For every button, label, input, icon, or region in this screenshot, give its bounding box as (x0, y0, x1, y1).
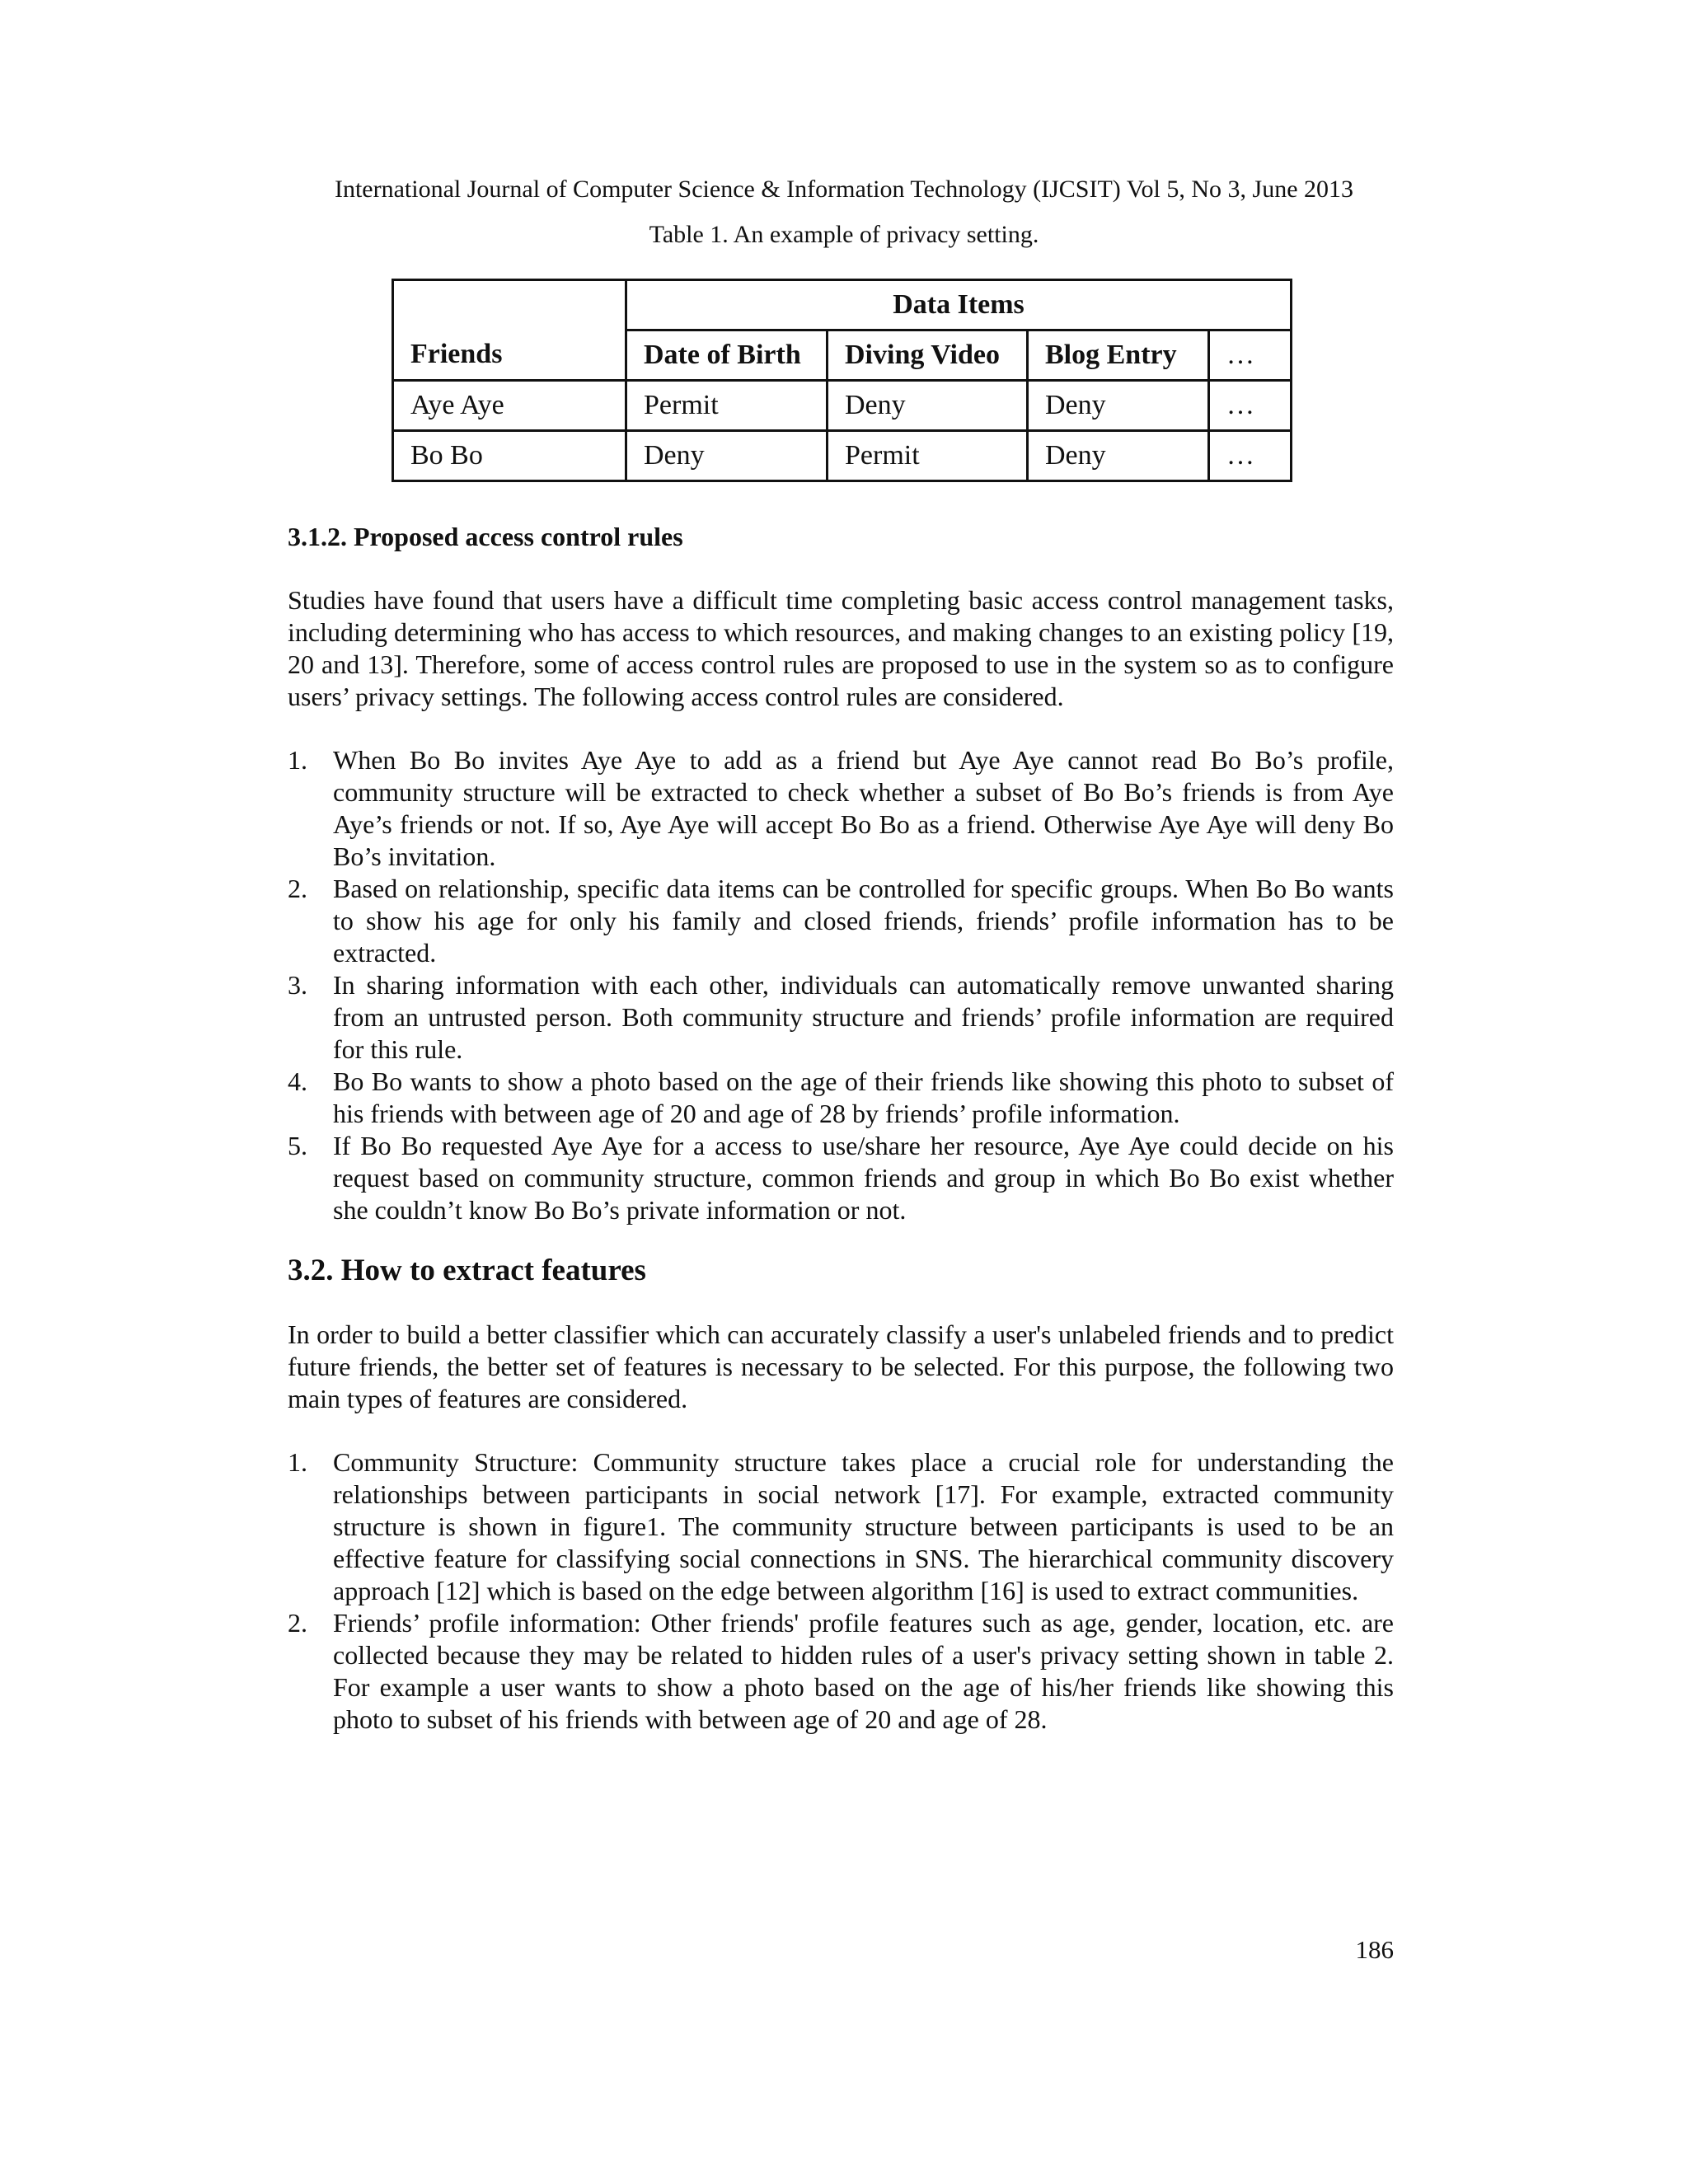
list-text: In sharing information with each other, individuals can automatically remove unwanted sharing from an untrusted person. Both community structure and friends’ profile information are required for this rule. (333, 970, 1394, 1064)
table-header-blog-entry: Blog Entry (1028, 330, 1209, 381)
list-number: 4. (288, 1066, 307, 1096)
table-cell: Permit (626, 381, 828, 431)
list-number: 5. (288, 1131, 307, 1160)
list-item (288, 873, 1394, 969)
list-item (288, 1607, 1394, 1736)
list-text: Based on relationship, specific data items can be controlled for specific groups. When Bo Bo wants to show his age for only his family and closed friends, friends’ profile information has to be extracted. (333, 874, 1394, 968)
list-item (288, 969, 1394, 1066)
table-cell: Bo Bo (393, 431, 626, 481)
list-number: 2. (288, 874, 307, 903)
table-cell: … (1209, 381, 1292, 431)
list-text: Community Structure: Community structure takes place a crucial role for understanding the relationships between participants in social network [17]. For example, extracted community structure is shown in figure1. The community structure between participants is used to be an effective feature for classifying social connections in SNS. The hierarchical community discovery approach [12] which is based on the edge between algorithm [16] is used to extract communities. (333, 1447, 1394, 1605)
table-group-header: Data Items (626, 280, 1292, 330)
list-number: 3. (288, 970, 307, 1000)
table-cell: … (1209, 431, 1292, 481)
list-text: If Bo Bo requested Aye Aye for a access to use/share her resource, Aye Aye could decide on his request based on community structure, common friends and group in which Bo Bo exist whether she couldn’t know Bo Bo’s private information or not. (333, 1131, 1394, 1225)
list-number: 1. (288, 745, 307, 775)
list-text: When Bo Bo invites Aye Aye to add as a friend but Aye Aye cannot read Bo Bo’s profile, community structure will be extracted to check whether a subset of Bo Bo’s friends is from Aye Aye’s friends or not. If so, Aye Aye will accept Bo Bo as a friend. Otherwise Aye Aye will deny Bo Bo’s invitation. (333, 745, 1394, 871)
features-list (288, 1446, 1394, 1736)
table-cell: Deny (626, 431, 828, 481)
table-caption: Table 1. An example of privacy setting. (649, 221, 1039, 248)
table-header-date-of-birth: Date of Birth (626, 330, 828, 381)
table-cell: Deny (1028, 381, 1209, 431)
list-number: 2. (288, 1608, 307, 1638)
journal-header: International Journal of Computer Science & Information Technology (IJCSIT) Vol 5, No 3, June 2013 (334, 176, 1354, 203)
section-3-2-intro: In order to build a better classifier which can accurately classify a user's unlabeled friends and to predict future friends, the better set of features is necessary to be selected. For this purpose, the following two main types of features are considered. (288, 1319, 1394, 1413)
table-row (393, 280, 1292, 330)
page-body (288, 521, 1394, 1736)
table-row (393, 381, 1292, 431)
section-heading-3-2: 3.2. How to extract features (288, 1254, 646, 1287)
list-number: 1. (288, 1447, 307, 1477)
table-header-row (393, 330, 1292, 381)
table-header-diving-video: Diving Video (828, 330, 1028, 381)
table-cell: Permit (828, 431, 1028, 481)
access-control-rules-list (288, 744, 1394, 1226)
section-3-1-2-intro: Studies have found that users have a difficult time completing basic access control management tasks, including determining who has access to which resources, and making changes to an existing policy [19, 20 and 13]. Therefore, some of access control rules are proposed to use in the system so as to configure users’ privacy settings. The following access control rules are considered. (288, 585, 1394, 711)
table-cell: Deny (828, 381, 1028, 431)
table-cell: Deny (1028, 431, 1209, 481)
list-item (288, 1066, 1394, 1130)
list-item (288, 744, 1394, 873)
page-number: 186 (1355, 1935, 1394, 1964)
table-cell: Aye Aye (393, 381, 626, 431)
list-text: Bo Bo wants to show a photo based on the age of their friends like showing this photo to subset of his friends with between age of 20 and age of 28 by friends’ profile information. (333, 1066, 1394, 1128)
table-header-friends: Friends (393, 330, 626, 381)
list-item (288, 1446, 1394, 1607)
table-row (393, 431, 1292, 481)
section-heading-3-1-2: 3.1.2. Proposed access control rules (288, 522, 683, 551)
list-text: Friends’ profile information: Other friends' profile features such as age, gender, location, etc. are collected because they may be related to hidden rules of a user's privacy setting shown in table 2. For example a user wants to show a photo based on the age of his/her friends like showing this photo to subset of his friends with between age of 20 and age of 28. (333, 1608, 1394, 1734)
list-item (288, 1130, 1394, 1226)
table-corner-cell (393, 280, 626, 330)
privacy-table (392, 279, 1292, 482)
table-header-more: … (1209, 330, 1292, 381)
